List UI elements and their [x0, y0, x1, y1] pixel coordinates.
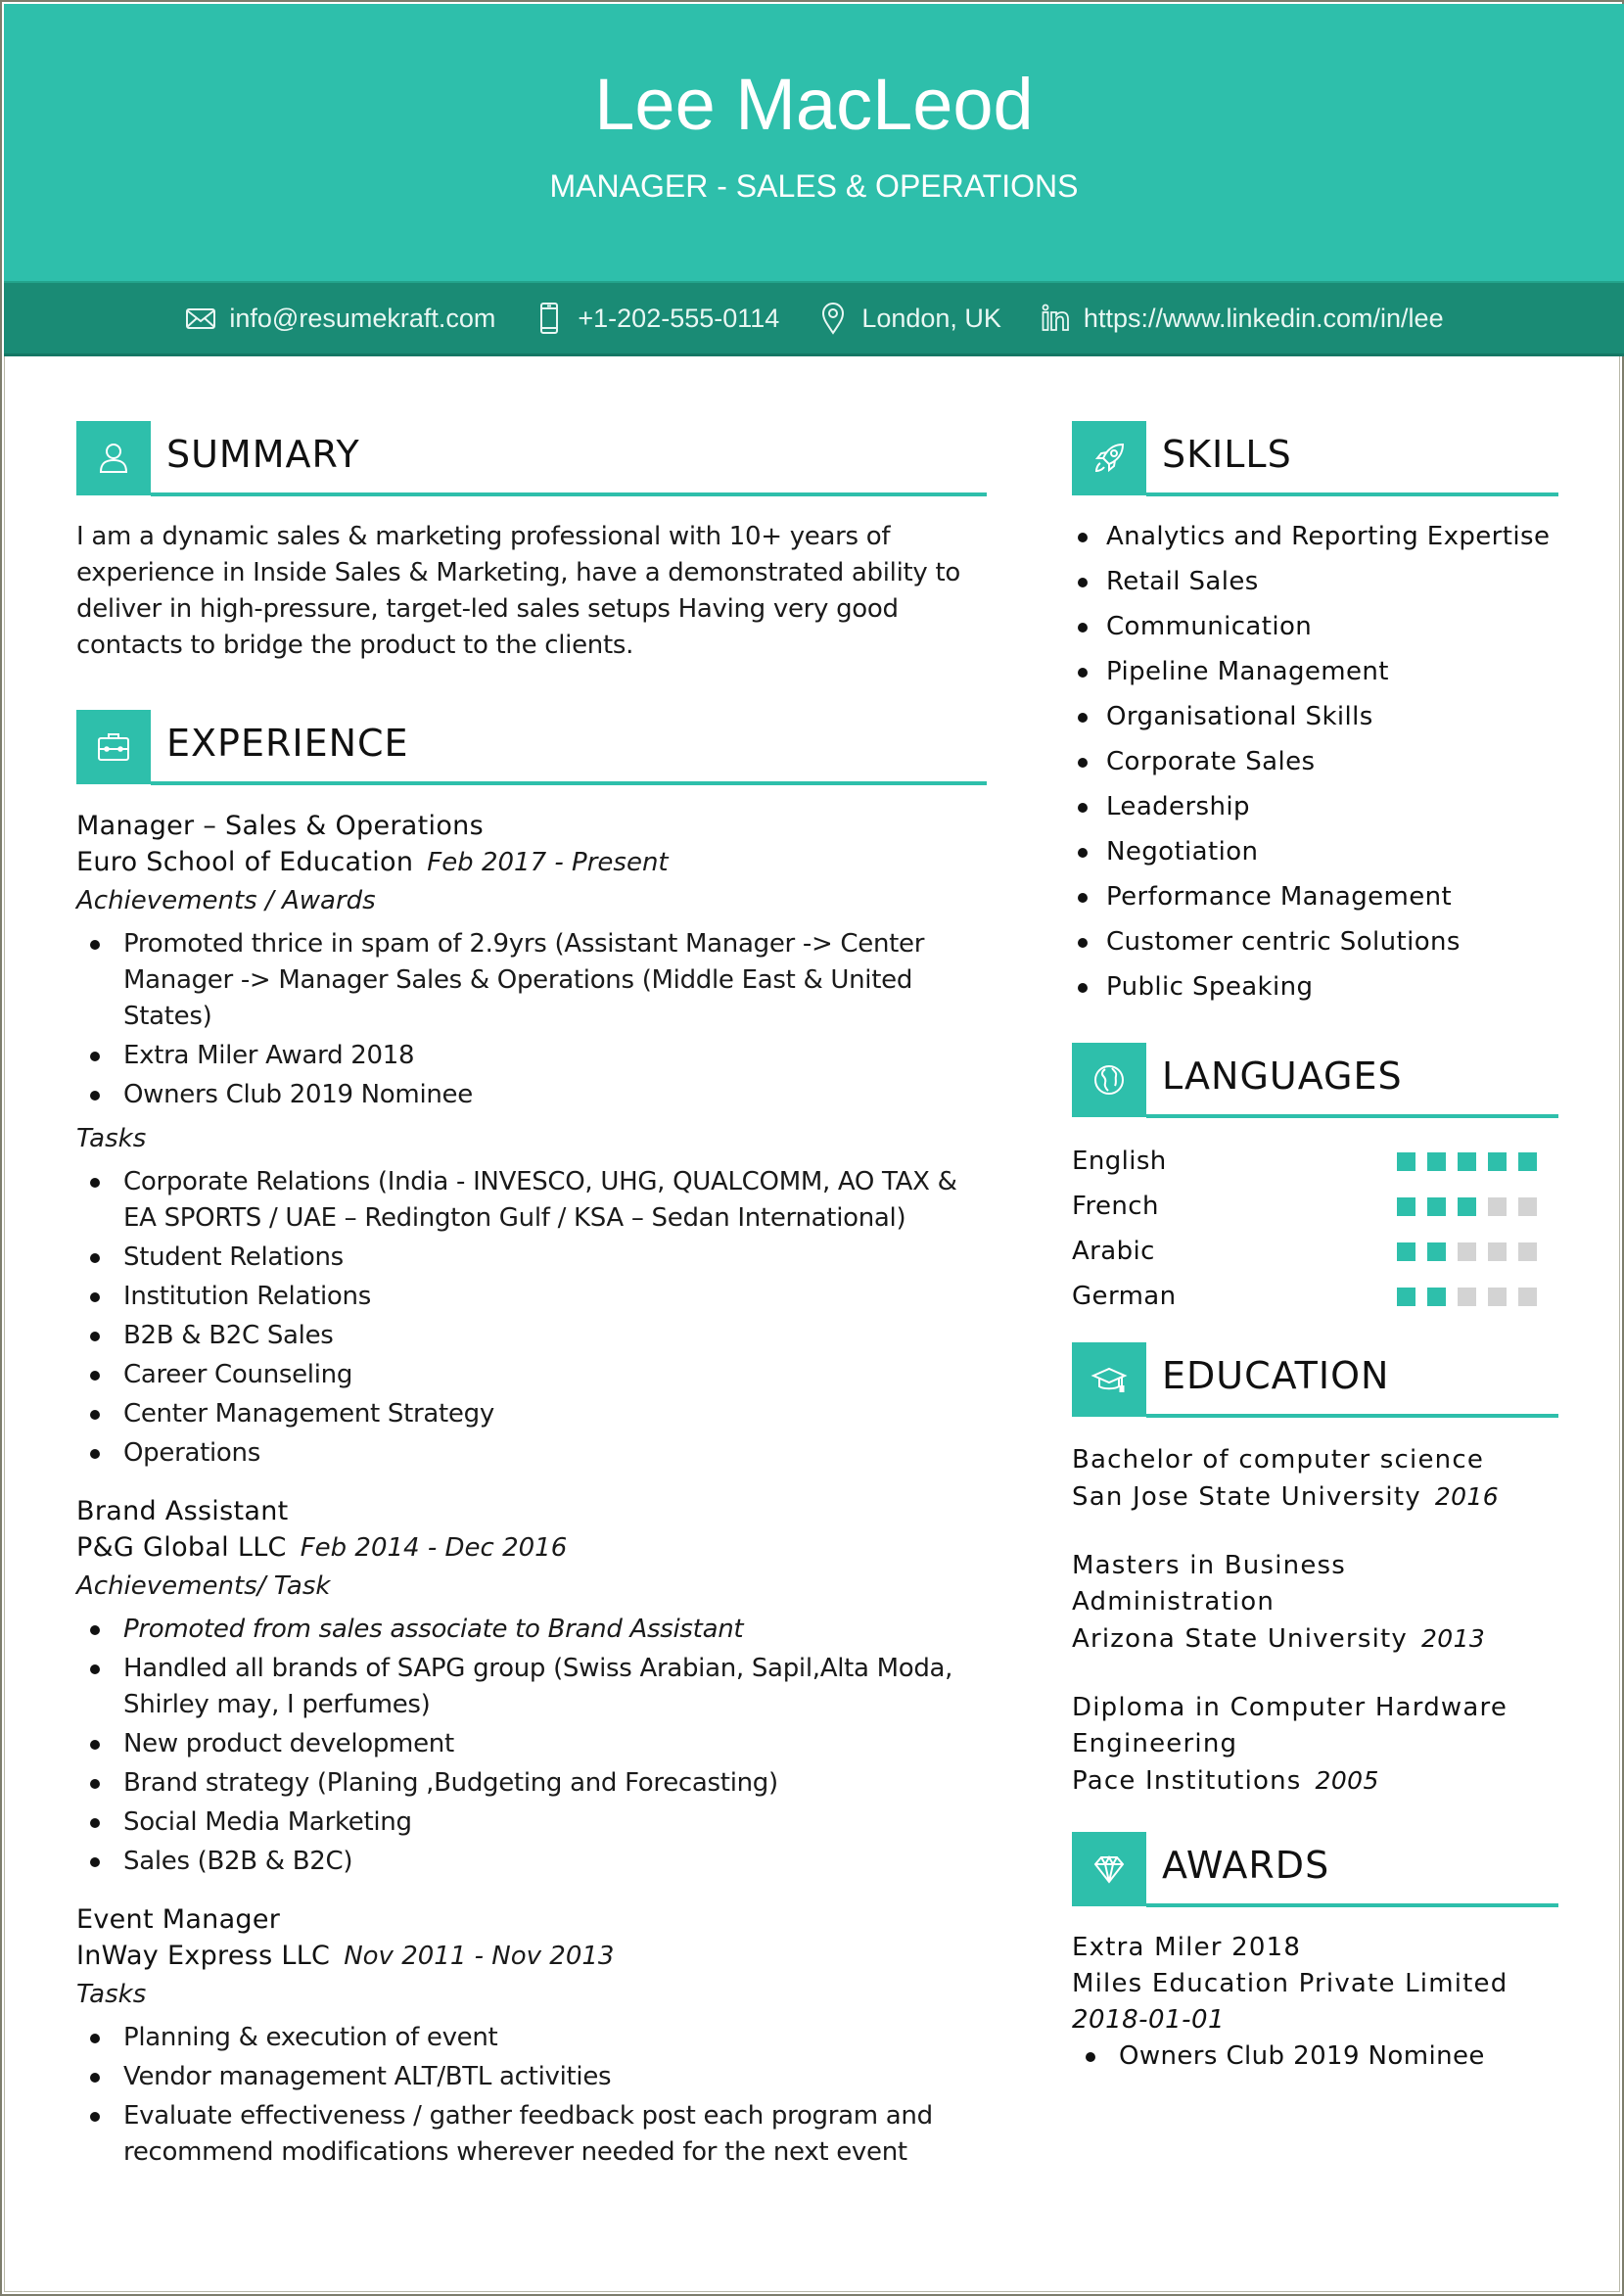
graduation-year: 2016 — [1434, 1482, 1500, 1511]
proficiency-dot-filled — [1427, 1288, 1446, 1306]
linkedin-text: https://www.linkedin.com/in/lee — [1083, 303, 1444, 333]
section-divider — [1146, 1414, 1558, 1418]
list-item: Performance Management — [1072, 879, 1558, 915]
list-item: Promoted thrice in spam of 2.9yrs (Assistant Manager -> Center Manager -> Manager Sales & Operations (Middle East & United States) — [76, 926, 987, 1035]
proficiency-dot-empty — [1488, 1242, 1507, 1261]
awards-icon-box — [1072, 1832, 1146, 1906]
language-name: English — [1072, 1147, 1167, 1176]
mobile-phone-icon — [533, 302, 566, 335]
section-divider — [151, 781, 987, 785]
section-title: AWARDS — [1162, 1844, 1330, 1887]
languages-list — [1072, 1139, 1558, 1319]
list-item: Customer centric Solutions — [1072, 924, 1558, 961]
education-section — [1072, 1342, 1558, 1800]
section-header — [1072, 421, 1558, 495]
language-name: German — [1072, 1282, 1177, 1311]
languages-icon-box — [1072, 1043, 1146, 1117]
proficiency-meter — [1397, 1152, 1537, 1171]
job-dates: Feb 2017 - Present — [427, 848, 669, 877]
diamond-icon — [1090, 1850, 1129, 1889]
list-item: Planning & execution of event — [76, 2020, 987, 2056]
proficiency-meter — [1397, 1288, 1537, 1306]
list-item: Communication — [1072, 609, 1558, 645]
job-title: Brand Assistant — [76, 1496, 289, 1526]
user-icon — [94, 439, 133, 478]
email-text: info@resumekraft.com — [229, 303, 496, 333]
proficiency-dot-filled — [1397, 1197, 1415, 1216]
section-header — [76, 710, 987, 784]
phone-text: +1-202-555-0114 — [578, 303, 780, 333]
proficiency-dot-filled — [1397, 1152, 1415, 1171]
graduation-year: 2013 — [1420, 1624, 1486, 1653]
section-divider — [1146, 1903, 1558, 1907]
education-entry — [1072, 1690, 1558, 1800]
language-name: French — [1072, 1192, 1159, 1221]
linkedin-icon — [1039, 302, 1072, 335]
proficiency-dot-filled — [1488, 1152, 1507, 1171]
school-line — [1072, 1620, 1558, 1658]
section-divider — [1146, 1114, 1558, 1118]
proficiency-meter — [1397, 1197, 1537, 1216]
proficiency-dot-filled — [1458, 1197, 1476, 1216]
list-item: Evaluate effectiveness / gather feedback post each program and recommend modifications wherever needed for the next event — [76, 2098, 987, 2171]
list-item: Pipeline Management — [1072, 654, 1558, 690]
section-header — [1072, 1832, 1558, 1906]
section-title: LANGUAGES — [1162, 1054, 1403, 1098]
proficiency-dot-empty — [1518, 1197, 1537, 1216]
job-entry — [76, 1493, 987, 1880]
list-item: Center Management Strategy — [76, 1396, 987, 1432]
map-pin-icon — [816, 302, 850, 335]
list-item: New product development — [76, 1726, 987, 1762]
job-subheading: Tasks — [76, 1124, 147, 1153]
section-title: SUMMARY — [166, 433, 360, 476]
list-item: Sales (B2B & B2C) — [76, 1844, 987, 1880]
school-line — [1072, 1762, 1558, 1800]
proficiency-dot-empty — [1488, 1288, 1507, 1306]
language-row — [1072, 1139, 1558, 1184]
proficiency-dot-empty — [1458, 1242, 1476, 1261]
contact-location — [816, 302, 1001, 335]
job-subheading: Achievements / Awards — [76, 886, 376, 915]
list-item: Student Relations — [76, 1240, 987, 1276]
proficiency-dot-filled — [1518, 1152, 1537, 1171]
graduation-cap-icon — [1090, 1360, 1129, 1399]
language-row — [1072, 1229, 1558, 1274]
location-text: London, UK — [861, 303, 1001, 333]
graduation-year: 2005 — [1315, 1766, 1379, 1795]
proficiency-dot-filled — [1427, 1197, 1446, 1216]
proficiency-dot-filled — [1427, 1152, 1446, 1171]
section-title: SKILLS — [1162, 433, 1292, 476]
job-company: InWay Express LLC — [76, 1941, 331, 1971]
section-header — [76, 421, 987, 495]
language-row — [1072, 1274, 1558, 1319]
contact-email[interactable] — [184, 302, 495, 335]
briefcase-icon — [94, 727, 133, 767]
summary-section — [76, 421, 987, 664]
job-company-line — [76, 1938, 987, 1975]
experience-section — [76, 710, 987, 2171]
job-dates: Feb 2014 - Dec 2016 — [300, 1533, 568, 1563]
proficiency-meter — [1397, 1242, 1537, 1261]
list-item: B2B & B2C Sales — [76, 1318, 987, 1354]
proficiency-dot-empty — [1518, 1242, 1537, 1261]
degree: Diploma in Computer Hardware Engineering — [1072, 1693, 1508, 1758]
section-title: EDUCATION — [1162, 1354, 1390, 1397]
rocket-icon — [1090, 439, 1129, 478]
list-item: Institution Relations — [76, 1279, 987, 1315]
language-row — [1072, 1184, 1558, 1229]
contact-linkedin[interactable] — [1039, 302, 1444, 335]
proficiency-dot-filled — [1397, 1288, 1415, 1306]
list-item: Negotiation — [1072, 834, 1558, 870]
list-item: Extra Miler Award 2018 — [76, 1038, 987, 1074]
proficiency-dot-empty — [1458, 1288, 1476, 1306]
job-entry — [76, 1901, 987, 2171]
award-organization: Miles Education Private Limited — [1072, 1969, 1508, 1998]
education-entry — [1072, 1442, 1558, 1516]
job-title: Manager – Sales & Operations — [76, 811, 484, 841]
skills-icon-box — [1072, 421, 1146, 495]
proficiency-dot-empty — [1518, 1288, 1537, 1306]
language-name: Arabic — [1072, 1237, 1155, 1266]
school: Arizona State University — [1072, 1624, 1408, 1654]
proficiency-dot-filled — [1458, 1152, 1476, 1171]
job-company-line — [76, 844, 987, 881]
list-item: Organisational Skills — [1072, 699, 1558, 735]
list-item: Corporate Sales — [1072, 744, 1558, 780]
awards-section — [1072, 1832, 1558, 2075]
job-bullets — [76, 2020, 987, 2171]
globe-icon — [1090, 1060, 1129, 1100]
job-bullets — [76, 926, 987, 1113]
candidate-name: Lee MacLeod — [594, 64, 1034, 145]
list-item: Analytics and Reporting Expertise — [1072, 519, 1558, 555]
job-dates: Nov 2011 - Nov 2013 — [344, 1942, 615, 1971]
right-column — [1072, 421, 1558, 2075]
experience-icon-box — [76, 710, 151, 784]
list-item: Public Speaking — [1072, 969, 1558, 1006]
education-list — [1072, 1442, 1558, 1800]
contact-bar — [4, 281, 1624, 356]
award-name: Extra Miler 2018 — [1072, 1933, 1302, 1962]
list-item: Owners Club 2019 Nominee — [1072, 2038, 1558, 2075]
list-item: Leadership — [1072, 789, 1558, 825]
school: Pace Institutions — [1072, 1766, 1302, 1796]
awards-list — [1072, 1930, 1558, 2075]
section-title: EXPERIENCE — [166, 722, 409, 765]
job-company: Euro School of Education — [76, 847, 414, 877]
award-bullets — [1072, 2038, 1558, 2075]
job-bullets — [76, 1612, 987, 1880]
section-header — [1072, 1342, 1558, 1417]
job-company-line — [76, 1529, 987, 1567]
job-company: P&G Global LLC — [76, 1532, 287, 1563]
summary-text: I am a dynamic sales & marketing professional with 10+ years of experience in Inside Sales & Marketing, have a demonstrated ability to deliver in high-pressure, target-led sales setups Having very good contacts to bridge the product to the clients. — [76, 522, 960, 660]
education-entry — [1072, 1548, 1558, 1658]
section-header — [1072, 1043, 1558, 1117]
job-subheading: Achievements/ Task — [76, 1571, 331, 1601]
proficiency-dot-filled — [1427, 1242, 1446, 1261]
left-column — [76, 421, 987, 2174]
degree: Bachelor of computer science — [1072, 1445, 1485, 1475]
skills-list — [1072, 519, 1558, 1006]
proficiency-dot-empty — [1488, 1197, 1507, 1216]
education-icon-box — [1072, 1342, 1146, 1417]
school-line — [1072, 1478, 1558, 1516]
degree: Masters in Business Administration — [1072, 1551, 1347, 1617]
list-item: Corporate Relations (India - INVESCO, UHG, QUALCOMM, AO TAX & EA SPORTS / UAE – Redington Gulf / KSA – Sedan International) — [76, 1164, 987, 1237]
job-title: Event Manager — [76, 1904, 281, 1935]
skills-section — [1072, 421, 1558, 1006]
contact-phone[interactable] — [533, 302, 779, 335]
list-item: Promoted from sales associate to Brand Assistant — [76, 1612, 987, 1648]
proficiency-dot-filled — [1397, 1242, 1415, 1261]
candidate-role: MANAGER - SALES & OPERATIONS — [549, 168, 1079, 204]
job-subheading: Tasks — [76, 1980, 147, 2009]
envelope-icon — [184, 302, 217, 335]
list-item: Brand strategy (Planing ,Budgeting and Forecasting) — [76, 1765, 987, 1802]
section-divider — [1146, 492, 1558, 496]
job-entry — [76, 808, 987, 1472]
list-item: Career Counseling — [76, 1357, 987, 1393]
summary-icon-box — [76, 421, 151, 495]
award-date: 2018-01-01 — [1072, 2005, 1226, 2035]
school: San Jose State University — [1072, 1482, 1421, 1512]
languages-section — [1072, 1043, 1558, 1319]
list-item: Vendor management ALT/BTL activities — [76, 2059, 987, 2095]
list-item: Social Media Marketing — [76, 1804, 987, 1841]
list-item: Owners Club 2019 Nominee — [76, 1077, 987, 1113]
section-divider — [151, 492, 987, 496]
job-bullets — [76, 1164, 987, 1472]
list-item: Handled all brands of SAPG group (Swiss Arabian, Sapil,Alta Moda, Shirley may, I perfumes) — [76, 1651, 987, 1723]
resume-header — [4, 4, 1624, 281]
list-item: Retail Sales — [1072, 564, 1558, 600]
list-item: Operations — [76, 1435, 987, 1472]
